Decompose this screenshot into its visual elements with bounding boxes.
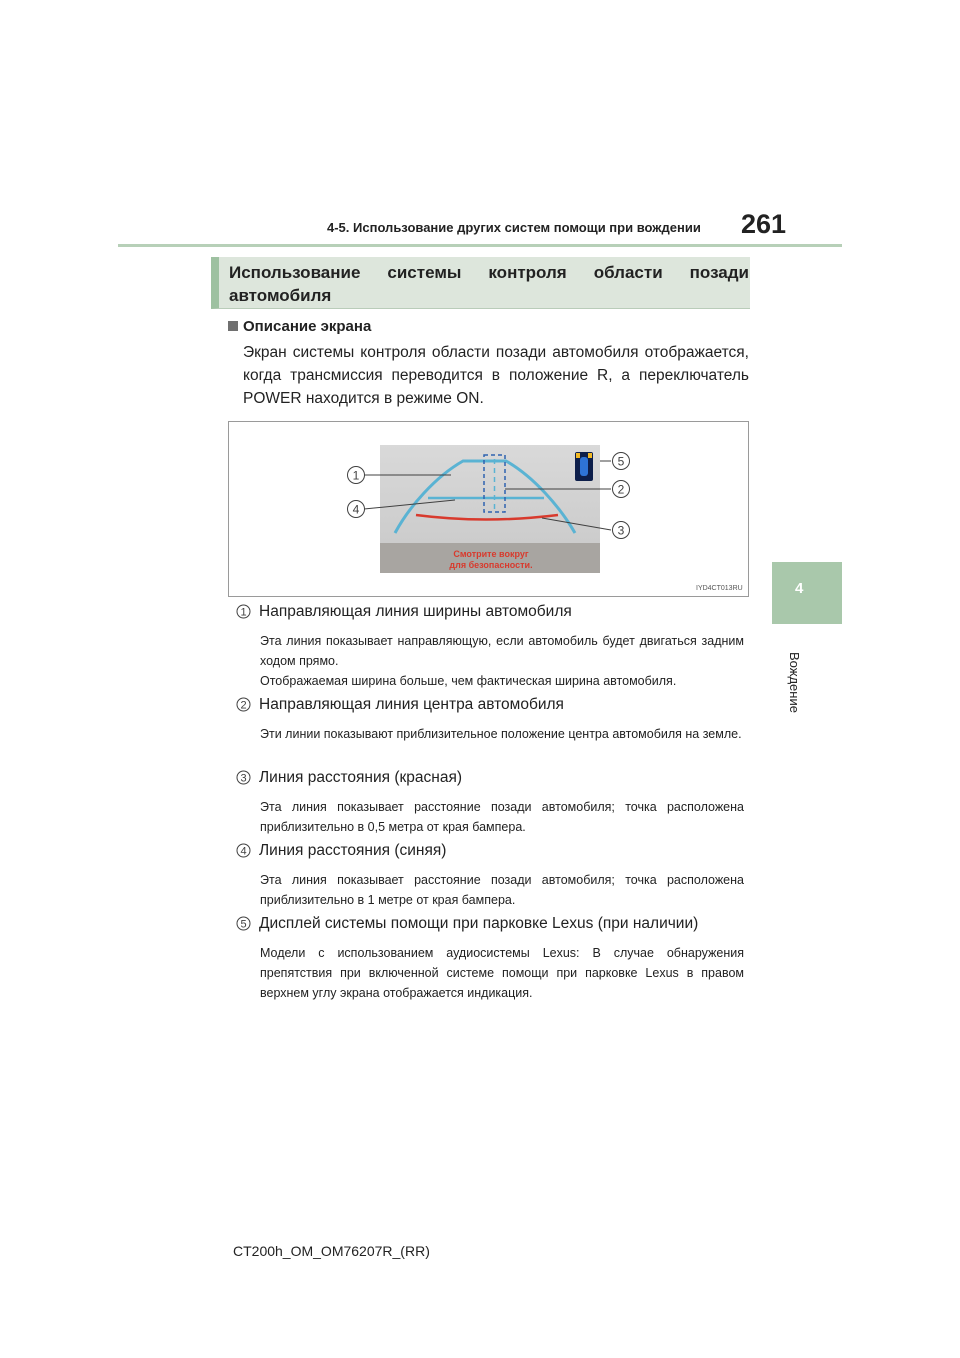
svg-text:1: 1: [352, 468, 360, 483]
svg-text:3: 3: [240, 772, 247, 785]
callout-4: [348, 501, 365, 518]
chapter-tab: [772, 562, 842, 624]
chapter-label-container: [786, 652, 804, 762]
number-5-icon: [236, 916, 251, 931]
screen-message-line2: для безопасности.: [449, 560, 533, 570]
number-2-icon: [236, 697, 251, 712]
chapter-number: 4: [795, 580, 804, 597]
running-header-section: 4-5. Использование других систем помощи при вождении: [327, 220, 701, 235]
list-item-2-description: Эти линии показывают приблизительное положение центра автомобиля на земле.: [260, 727, 742, 741]
svg-text:4: 4: [352, 502, 360, 517]
list-item-2-title: Направляющая линия центра автомобиля: [259, 696, 564, 713]
rear-view-figure: [228, 421, 749, 597]
list-item-1-title: Направляющая линия ширины автомобиля: [259, 603, 572, 620]
list-item-3-number: [236, 770, 251, 790]
header-divider: [118, 244, 842, 247]
screen-message-line1: Смотрите вокруг: [453, 549, 529, 559]
list-item-5-number: [236, 916, 251, 936]
list-item-1-description: Эта линия показывает направляющую, если автомобиль будет двигаться задним ходом прямо. Отображаемая ширина больше, чем фактическая ширина автомобиля.: [260, 634, 744, 688]
callout-2: [613, 481, 630, 498]
chapter-label: Вождение: [787, 652, 802, 713]
list-item-2-number: [236, 697, 251, 717]
page-number: 261: [741, 209, 787, 239]
rear-view-screen-illustration: [229, 422, 748, 596]
subsection-heading: Описание экрана: [243, 318, 372, 335]
list-item-4-title: Линия расстояния (синяя): [259, 842, 447, 859]
list-item-3-description: Эта линия показывает расстояние позади автомобиля; точка расположена приблизительно в 0,5 метра от края бампера.: [260, 800, 744, 834]
svg-text:2: 2: [240, 699, 247, 712]
svg-text:5: 5: [240, 918, 247, 931]
callout-5: [613, 453, 630, 470]
callout-1: [348, 467, 365, 484]
svg-text:4: 4: [240, 845, 247, 858]
svg-text:2: 2: [617, 482, 625, 497]
list-item-3-title: Линия расстояния (красная): [259, 769, 463, 786]
number-1-icon: [236, 604, 251, 619]
svg-text:1: 1: [240, 606, 247, 619]
subsection-heading-row: [228, 318, 371, 335]
svg-text:5: 5: [617, 454, 625, 469]
figure-code: IYD4CT013RU: [696, 585, 743, 592]
callout-3: [613, 522, 630, 539]
list-item-4-number: [236, 843, 251, 863]
car-icon: [580, 457, 588, 476]
sensor-left-icon: [576, 453, 580, 458]
intro-paragraph: Экран системы контроля области позади автомобиля отображается, когда трансмиссия переводится в положение R, а переключатель POWER находится в режиме ON.: [243, 344, 749, 407]
sensor-right-icon: [588, 453, 592, 458]
number-3-icon: [236, 770, 251, 785]
section-heading-box: [211, 257, 750, 309]
document-code: CT200h_OM_OM76207R_(RR): [233, 1243, 430, 1259]
list-item-4-description: Эта линия показывает расстояние позади автомобиля; точка расположена приблизительно в 1 метре от края бампера.: [260, 873, 744, 907]
section-heading: Использование системы контроля области позади автомобиля: [229, 263, 749, 305]
square-bullet-icon: [228, 321, 238, 331]
svg-text:3: 3: [617, 523, 625, 538]
list-item-1-number: [236, 604, 251, 624]
number-4-icon: [236, 843, 251, 858]
list-item-5-title: Дисплей системы помощи при парковке Lexus (при наличии): [259, 915, 699, 932]
list-item-5-description: Модели с использованием аудиосистемы Lexus: В случае обнаружения препятствия при включенной системе помощи при парковке Lexus в правом верхнем углу экрана отображается индикация.: [260, 946, 744, 1000]
